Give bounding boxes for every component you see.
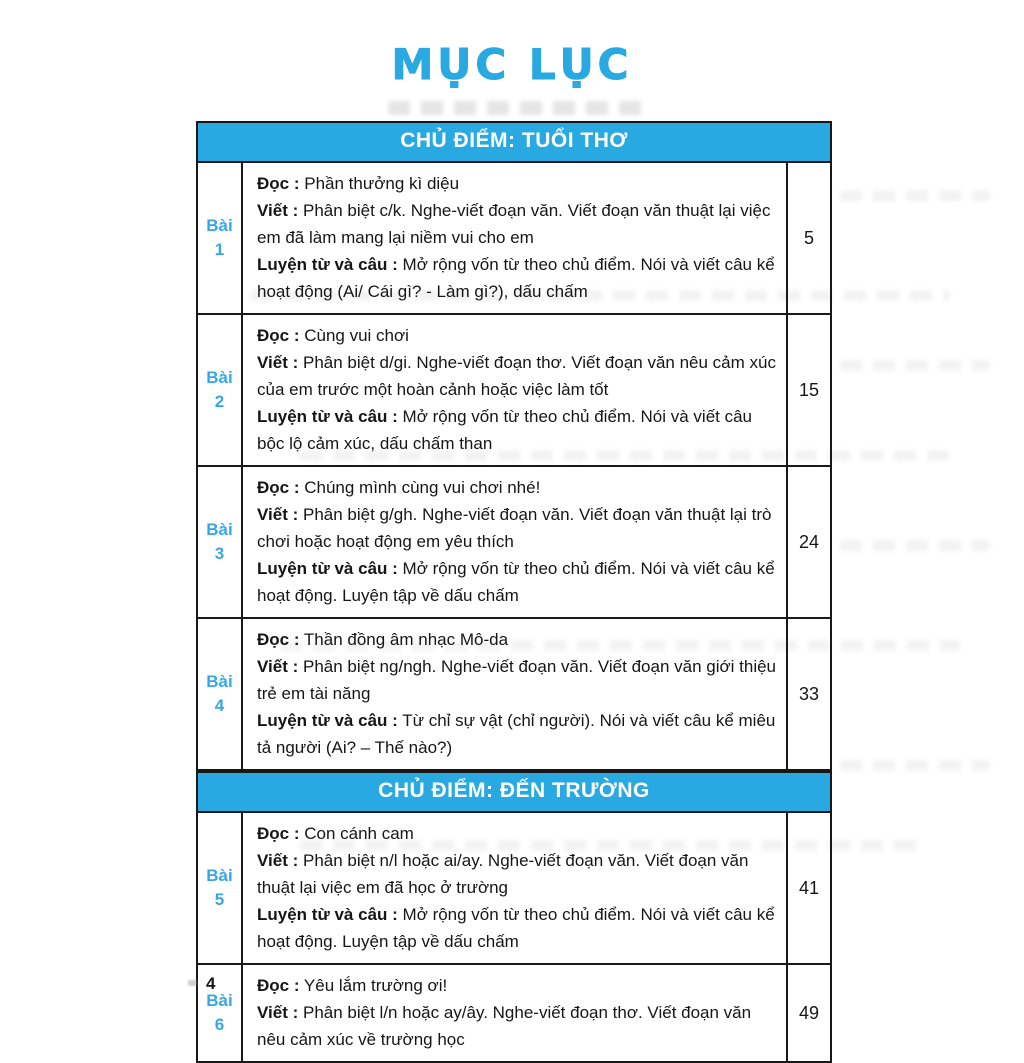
lesson-label-cell [198, 163, 243, 313]
page-number-cell: 15 [786, 315, 830, 465]
item-value: Phân biệt n/l hoặc ai/ay. Nghe-viết đoạn văn. Viết đoạn văn thuật lại việc em đã học ở trường [257, 851, 749, 897]
lesson-label: Bài [206, 991, 233, 1011]
lesson-number: 4 [214, 696, 225, 715]
content-item [257, 170, 778, 197]
item-key: Viết : [257, 1003, 299, 1022]
content-item [257, 820, 778, 847]
page-number-cell: 24 [786, 467, 830, 617]
item-value: Phân biệt g/gh. Nghe-viết đoạn văn. Viết đoạn văn thuật lại trò chơi hoặc hoạt động em yêu thích [257, 505, 772, 551]
section-header-tuoi-tho: CHỦ ĐIỂM: TUỔI THƠ [198, 123, 830, 163]
table-row-bai-4 [198, 619, 830, 771]
lesson-number: 5 [214, 890, 225, 909]
toc-table [196, 121, 832, 1063]
table-row-bai-2 [198, 315, 830, 467]
lesson-label-cell [198, 619, 243, 769]
item-value: Phần thưởng kì diệu [304, 174, 460, 193]
item-value: Phân biệt ng/ngh. Nghe-viết đoạn văn. Viết đoạn văn giới thiệu trẻ em tài năng [257, 657, 777, 703]
lesson-label-cell [198, 467, 243, 617]
lesson-label: Bài [206, 520, 233, 540]
item-key: Luyện từ và câu : [257, 711, 398, 730]
table-row-bai-1 [198, 163, 830, 315]
content-item [257, 972, 778, 999]
content-item [257, 322, 778, 349]
item-key: Luyện từ và câu : [257, 407, 398, 426]
lesson-number: 2 [214, 392, 225, 411]
table-row-bai-6 [198, 965, 830, 1061]
bleed-through-artifact [840, 190, 990, 201]
bleed-through-artifact [840, 540, 990, 551]
item-key: Đọc : [257, 478, 300, 497]
section-header-den-truong: CHỦ ĐIỂM: ĐẾN TRƯỜNG [198, 771, 830, 813]
item-value: Mở rộng vốn từ theo chủ điểm. Nói và viết câu bộc lộ cảm xúc, dấu chấm than [257, 407, 753, 453]
footer-page-number: 4 [206, 974, 216, 993]
table-row-bai-5 [198, 813, 830, 965]
item-value: Phân biệt l/n hoặc ay/ây. Nghe-viết đoạn thơ. Viết đoạn văn nêu cảm xúc về trường học [257, 1003, 752, 1049]
item-value: Mở rộng vốn từ theo chủ điểm. Nói và viết câu kể hoạt động (Ai/ Cái gì? - Làm gì?), dấu chấm [257, 255, 775, 301]
item-value: Thần đồng âm nhạc Mô-da [303, 630, 509, 649]
content-item [257, 349, 778, 403]
item-key: Đọc : [257, 630, 300, 649]
lesson-content-cell [243, 619, 786, 769]
page-number-cell: 33 [786, 619, 830, 769]
item-value: Con cánh cam [304, 824, 414, 843]
item-key: Đọc : [257, 174, 300, 193]
content-item [257, 707, 778, 761]
lesson-label-cell [198, 813, 243, 963]
table-row-bai-3 [198, 467, 830, 619]
bleed-through-artifact [840, 360, 990, 371]
item-key: Đọc : [257, 326, 300, 345]
lesson-content-cell [243, 813, 786, 963]
content-item [257, 653, 778, 707]
print-smudge [188, 980, 197, 986]
lesson-content-cell [243, 965, 786, 1061]
content-item [257, 403, 778, 457]
item-key: Luyện từ và câu : [257, 905, 398, 924]
content-item [257, 847, 778, 901]
lesson-label: Bài [206, 368, 233, 388]
item-value: Phân biệt d/gi. Nghe-viết đoạn thơ. Viết đoạn văn nêu cảm xúc của em trước một hoàn cảnh hoặc việc làm tốt [257, 353, 776, 399]
item-key: Viết : [257, 353, 299, 372]
item-key: Viết : [257, 505, 299, 524]
item-value: Mở rộng vốn từ theo chủ điểm. Nói và viết câu kể hoạt động. Luyện tập về dấu chấm [257, 559, 775, 605]
item-key: Đọc : [257, 976, 300, 995]
lesson-label-cell [198, 315, 243, 465]
lesson-number: 3 [214, 544, 225, 563]
item-value: Từ chỉ sự vật (chỉ người). Nói và viết câu kể miêu tả người (Ai? – Thế nào?) [257, 711, 776, 757]
page-number-cell: 49 [786, 965, 830, 1061]
bleed-through-artifact [840, 760, 990, 771]
lesson-content-cell [243, 467, 786, 617]
item-key: Luyện từ và câu : [257, 559, 398, 578]
page-number-cell: 5 [786, 163, 830, 313]
content-item [257, 555, 778, 609]
page-number-cell: 41 [786, 813, 830, 963]
content-item [257, 999, 778, 1053]
lesson-label: Bài [206, 216, 233, 236]
item-value: Yêu lắm trường ơi! [303, 976, 448, 995]
item-key: Luyện từ và câu : [257, 255, 398, 274]
lesson-number: 1 [214, 240, 225, 259]
lesson-label: Bài [206, 866, 233, 886]
lesson-content-cell [243, 163, 786, 313]
item-value: Mở rộng vốn từ theo chủ điểm. Nói và viết câu kể hoạt động. Luyện tập về dấu chấm [257, 905, 775, 951]
item-key: Đọc : [257, 824, 300, 843]
content-item [257, 501, 778, 555]
item-key: Viết : [257, 657, 299, 676]
item-value: Chúng mình cùng vui chơi nhé! [304, 478, 541, 497]
content-item [257, 626, 778, 653]
lesson-label: Bài [206, 672, 233, 692]
lesson-content-cell [243, 315, 786, 465]
item-value: Phân biệt c/k. Nghe-viết đoạn văn. Viết đoạn văn thuật lại việc em đã làm mang lại niềm vui cho em [257, 201, 771, 247]
item-key: Viết : [257, 851, 299, 870]
item-value: Cùng vui chơi [304, 326, 409, 345]
lesson-number: 6 [214, 1015, 225, 1034]
page-title: MỤC LỤC [391, 40, 633, 89]
content-item [257, 901, 778, 955]
bleed-through-artifact [388, 101, 648, 115]
lesson-label-cell [198, 965, 243, 1061]
content-item [257, 474, 778, 501]
content-item [257, 251, 778, 305]
item-key: Viết : [257, 201, 299, 220]
content-item [257, 197, 778, 251]
